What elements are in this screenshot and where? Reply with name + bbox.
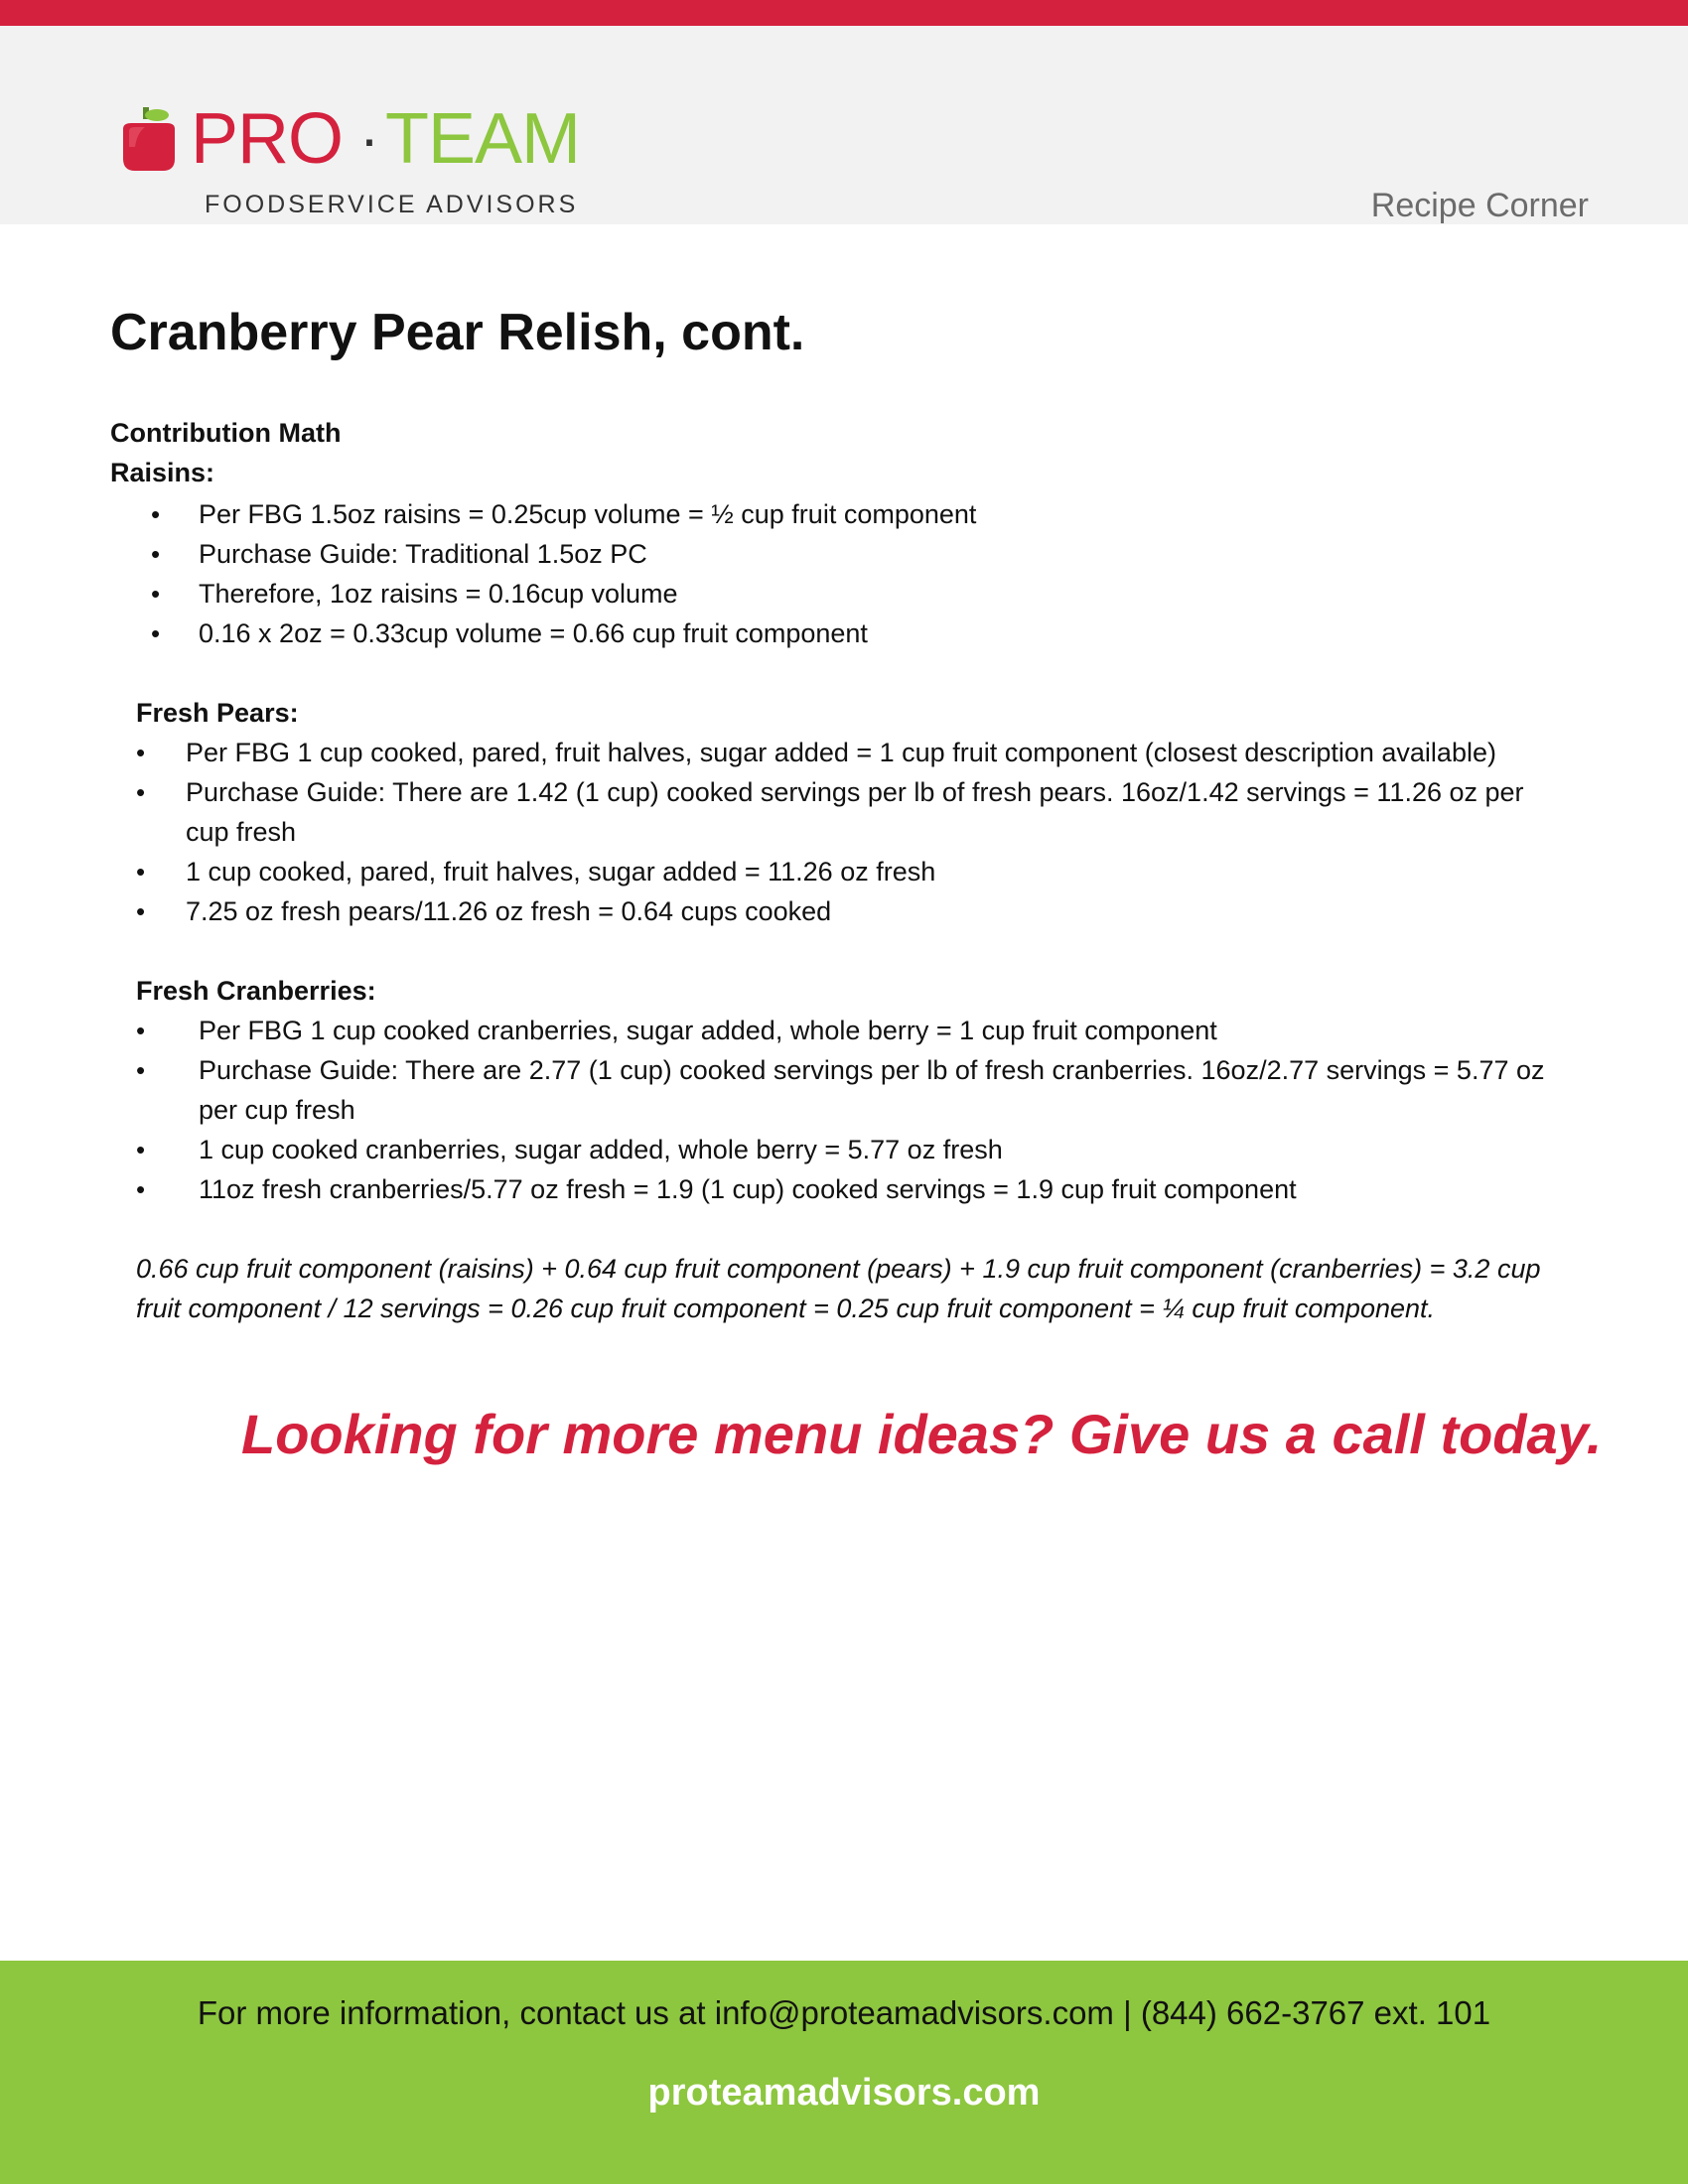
logo-team-text: TEAM — [385, 99, 581, 179]
page-header — [0, 26, 1688, 224]
raisins-list — [199, 494, 976, 653]
list-item: • Therefore, 1oz raisins = 0.16cup volume — [199, 574, 976, 614]
raisins-heading: Raisins: — [110, 458, 215, 487]
pears-heading: Fresh Pears: — [136, 698, 299, 728]
logo-dot: · — [359, 105, 378, 172]
list-item: • 11oz fresh cranberries/5.77 oz fresh = 1.9 (1 cup) cooked servings = 1.9 cup fruit component — [199, 1169, 1569, 1209]
contribution-heading: Contribution Math — [110, 418, 342, 448]
logo-subtitle: FOODSERVICE ADVISORS — [205, 191, 579, 218]
top-accent-bar — [0, 0, 1688, 26]
list-item: • 7.25 oz fresh pears/11.26 oz fresh = 0.64 cups cooked — [186, 891, 1556, 931]
apple-logo-icon — [115, 107, 183, 173]
proteam-logo — [115, 79, 592, 228]
cranberries-list — [199, 1011, 1569, 1209]
footer-contact: For more information, contact us at info@proteamadvisors.com | (844) 662-3767 ext. 101 — [197, 1994, 1491, 2031]
list-item: • Per FBG 1 cup cooked, pared, fruit halves, sugar added = 1 cup fruit component (closest description available) — [186, 733, 1556, 772]
pears-list — [186, 733, 1556, 931]
page-title: Cranberry Pear Relish, cont. — [110, 304, 805, 361]
logo-pro-text: PRO — [191, 99, 344, 179]
cranberries-heading: Fresh Cranberries: — [136, 976, 376, 1006]
list-item: • 0.16 x 2oz = 0.33cup volume = 0.66 cup fruit component — [199, 614, 976, 653]
list-item: • Per FBG 1.5oz raisins = 0.25cup volume = ½ cup fruit component — [199, 494, 976, 534]
list-item: • Purchase Guide: Traditional 1.5oz PC — [199, 534, 976, 574]
list-item: • 1 cup cooked cranberries, sugar added, whole berry = 5.77 oz fresh — [199, 1130, 1569, 1169]
page-footer — [0, 1961, 1688, 2184]
list-item: • Per FBG 1 cup cooked cranberries, sugar added, whole berry = 1 cup fruit component — [199, 1011, 1569, 1050]
call-to-action: Looking for more menu ideas? Give us a call today. — [241, 1403, 1603, 1465]
list-item: • Purchase Guide: There are 2.77 (1 cup) cooked servings per lb of fresh cranberries. 16oz/2.77 servings = 5.77 oz per cup fresh — [199, 1050, 1569, 1130]
list-item: • Purchase Guide: There are 1.42 (1 cup) cooked servings per lb of fresh pears. 16oz/1.42 servings = 11.26 oz per cup fresh — [186, 772, 1556, 852]
footer-website-link[interactable]: proteamadvisors.com — [647, 2072, 1041, 2114]
list-item: • 1 cup cooked, pared, fruit halves, sugar added = 11.26 oz fresh — [186, 852, 1556, 891]
summary-calculation: 0.66 cup fruit component (raisins) + 0.64 cup fruit component (pears) + 1.9 cup fruit component (cranberries) = 3.2 cup fruit component / 12 servings = 0.26 cup fruit component = 0.25 cup fruit component = ¼ cup fruit component. — [136, 1254, 1541, 1323]
section-label: Recipe Corner — [1370, 187, 1589, 224]
